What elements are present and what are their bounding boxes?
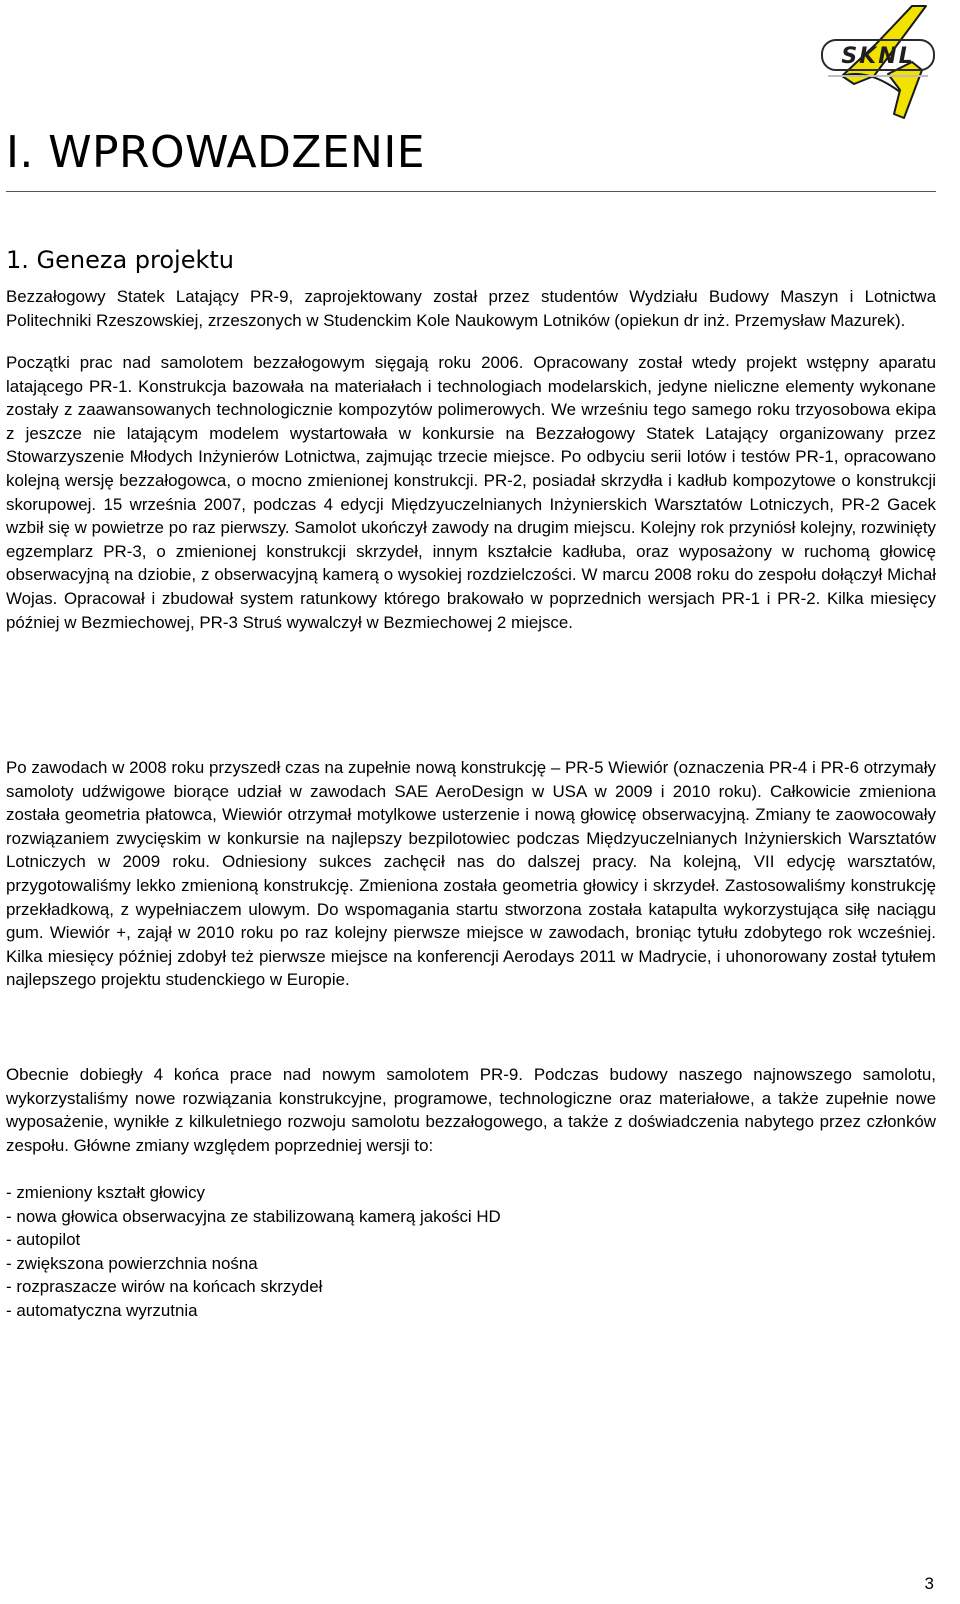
sknl-logo bbox=[816, 4, 940, 120]
changes-list bbox=[6, 1181, 936, 1323]
chapter-title: I. WPROWADZENIE bbox=[6, 127, 425, 178]
paragraph-pr5-development: Po zawodach w 2008 roku przyszedł czas na zupełnie nową konstrukcję – PR-5 Wiewiór (oznaczenia PR-4 i PR-6 otrzymały samoloty udźwigowe biorące udział w zawodach SAE AeroDesign w USA w 2009 i 2010 roku). Całkowicie zmieniona została geometria płatowca, Wiewiór otrzymał motylkowe usterzenie i nową głowicę obserwacyjną. Zmiany te zaowocowały rozwiązaniem zwycięskim w konkursie na najlepszy bezpilotowiec podczas Międzyuczelnianych Inżynierskich Warsztatów Lotniczych w 2009 roku. Odniesiony sukces zachęcił nas do dalszej pracy. Na kolejną, VII edycję warsztatów, przygotowaliśmy lekko zmienioną konstrukcję. Zmieniona została geometria głowicy i skrzydeł. Zastosowaliśmy konstrukcję przekładkową, z wypełniaczem ulowym. Do wspomagania startu stworzona została katapulta wykorzystująca siłę naciągu gum. Wiewiór +, zajął w 2010 roku po raz kolejny pierwsze miejsce w zawodach, broniąc tytułu zdobytego rok wcześniej. Kilka miesięcy później zdobył też pierwsze miejsce na konferencji Aerodays 2011 w Madrycie, i uhonorowany został tytułem najlepszego projektu studenckiego w Europie. bbox=[6, 758, 936, 990]
list-item: - rozpraszacze wirów na końcach skrzydeł bbox=[6, 1277, 323, 1297]
paragraph-project-origin: Bezzałogowy Statek Latający PR-9, zaprojektowany został przez studentów Wydziału Budowy Maszyn i Lotnictwa Politechniki Rzeszowskiej, zrzeszonych w Studenckim Kole Naukowym Lotników (opiekun dr inż. Przemysław Mazurek). bbox=[6, 287, 936, 330]
list-item: - zmieniony kształt głowicy bbox=[6, 1183, 205, 1202]
title-divider bbox=[6, 191, 936, 192]
paragraph-early-history: Początki prac nad samolotem bezzałogowym sięgają roku 2006. Opracowany został wtedy projekt wstępny aparatu latającego PR-1. Konstrukcja bazowała na materiałach i technologiach modelarskich, jedyne nieliczne elementy wykonane zostały z zaawansowanych technologicznie kompozytów polimerowych. We wrześniu tego samego roku trzyosobowa ekipa z jeszcze nie latającym modelem wystartowała w konkursie na Bezzałogowy Statek Latający organizowany przez Stowarzyszenie Młodych Inżynierów Lotnictwa, zajmując trzecie miejsce. Po odbyciu serii lotów i testów PR-1, opracowano kolejną wersję bezzałogowca, o mocno zmienionej konstrukcji. PR-2, posiadał skrzydła i kadłub kompozytowe o konstrukcji skorupowej. 15 września 2007, podczas 4 edycji Międzyuczelnianych Inżynierskich Warsztatów Lotniczych, PR-2 Gacek wzbił się w powietrze po raz pierwszy. Samolot ukończył zawody na drugim miejscu. Kolejny rok przyniósł kolejny, rozwinięty egzemplarz PR-3, o zmienionej konstrukcji skrzydeł, innym kształcie kadłuba, oraz wyposażony w ruchomą głowicę obserwacyjną na dziobie, z obserwacyjną kamerą o wysokiej rozdzielczości. W marcu 2008 roku do zespołu dołączył Michał Wojas. Opracował i zbudował system ratunkowy którego brakowało w poprzednich wersjach PR-1 i PR-2. Kilka miesięcy później w Bezmiechowej, PR-3 Struś wywalczył w Bezmiechowej 2 miejsce. bbox=[6, 353, 936, 632]
list-item: - autopilot bbox=[6, 1230, 81, 1250]
list-item: - automatyczna wyrzutnia bbox=[6, 1300, 198, 1320]
section-heading: 1. Geneza projektu bbox=[6, 246, 235, 274]
list-item: - zwiększona powierzchnia nośna bbox=[6, 1253, 258, 1273]
logo-text: SKNL bbox=[841, 44, 915, 69]
page-number: 3 bbox=[924, 1574, 934, 1593]
list-item: - nowa głowica obserwacyjna ze stabilizowaną kamerą jakości HD bbox=[6, 1206, 501, 1226]
paragraph-pr9-current: Obecnie dobiegły 4 końca prace nad nowym samolotem PR-9. Podczas budowy naszego najnowszego samolotu, wykorzystaliśmy nowe rozwiązania konstrukcyjne, programowe, technologiczne oraz materiałowe, a także zupełnie nowe wyposażenie, wynikłe z kilkuletniego rozwoju samolotu bezzałogowego, a także z doświadczenia nabytego przez członków zespołu. Główne zmiany względem poprzedniej wersji to: bbox=[6, 1065, 936, 1155]
logo-wordmark bbox=[822, 40, 934, 76]
